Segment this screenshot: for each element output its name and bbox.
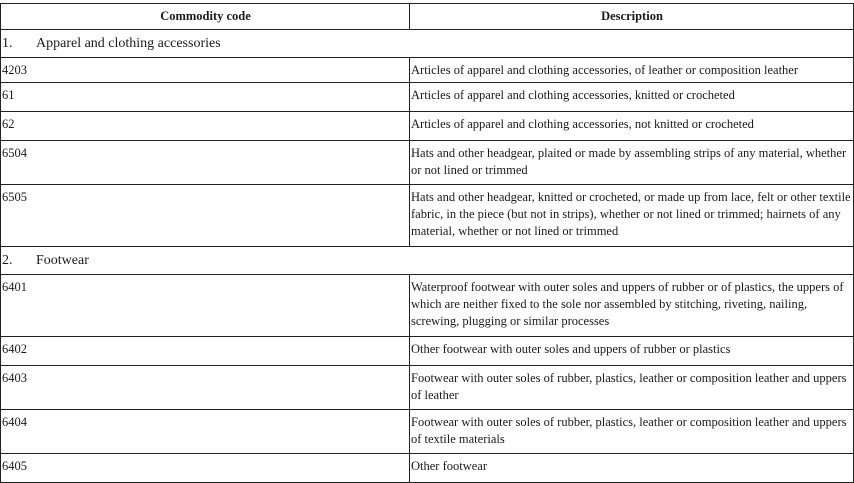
commodity-description: Waterproof footwear with outer soles and uppers of rubber or of plastics, the uppers of which are neither fixed to the sole nor assembled by stitching, riveting, nailing, screwing, plugging or similar processes <box>410 275 854 337</box>
commodity-description: Articles of apparel and clothing accessories, not knitted or crocheted <box>410 112 854 141</box>
table-row <box>1 454 854 483</box>
section-heading <box>1 30 854 58</box>
commodity-code: 6403 <box>1 366 410 410</box>
table-row <box>1 58 854 83</box>
header-description: Description <box>410 4 854 30</box>
commodity-code: 6402 <box>1 337 410 366</box>
table-row <box>1 83 854 112</box>
table-row <box>1 141 854 185</box>
section-title: Footwear <box>36 253 89 268</box>
commodity-description: Hats and other headgear, knitted or crocheted, or made up from lace, felt or other textile fabric, in the piece (but not in strips), whether or not lined or trimmed; hairnets of any material, whether or not lined or trimmed <box>410 185 854 247</box>
table-row <box>1 112 854 141</box>
section-number: 2. <box>2 253 13 268</box>
commodity-description: Footwear with outer soles of rubber, plastics, leather or composition leather and uppers of textile materials <box>410 410 854 454</box>
table-row <box>1 366 854 410</box>
commodity-table <box>0 3 854 483</box>
header-row <box>1 4 854 30</box>
commodity-description: Other footwear with outer soles and uppers of rubber or plastics <box>410 337 854 366</box>
commodity-description: Hats and other headgear, plaited or made by assembling strips of any material, whether or not lined or trimmed <box>410 141 854 185</box>
commodity-description: Other footwear <box>410 454 854 483</box>
table-row <box>1 410 854 454</box>
commodity-description: Articles of apparel and clothing accessories, knitted or crocheted <box>410 83 854 112</box>
commodity-description: Footwear with outer soles of rubber, plastics, leather or composition leather and uppers of leather <box>410 366 854 410</box>
commodity-code: 62 <box>1 112 410 141</box>
section-row <box>1 30 854 58</box>
commodity-code: 61 <box>1 83 410 112</box>
commodity-code: 6404 <box>1 410 410 454</box>
commodity-code: 4203 <box>1 58 410 83</box>
header-commodity-code: Commodity code <box>1 4 410 30</box>
section-number: 1. <box>2 36 13 51</box>
commodity-code: 6401 <box>1 275 410 337</box>
table-row <box>1 275 854 337</box>
commodity-code: 6405 <box>1 454 410 483</box>
table-row <box>1 185 854 247</box>
section-heading <box>1 247 854 275</box>
commodity-code: 6504 <box>1 141 410 185</box>
commodity-description: Articles of apparel and clothing accessories, of leather or composition leather <box>410 58 854 83</box>
section-row <box>1 247 854 275</box>
table-row <box>1 337 854 366</box>
commodity-code: 6505 <box>1 185 410 247</box>
section-title: Apparel and clothing accessories <box>36 36 221 51</box>
